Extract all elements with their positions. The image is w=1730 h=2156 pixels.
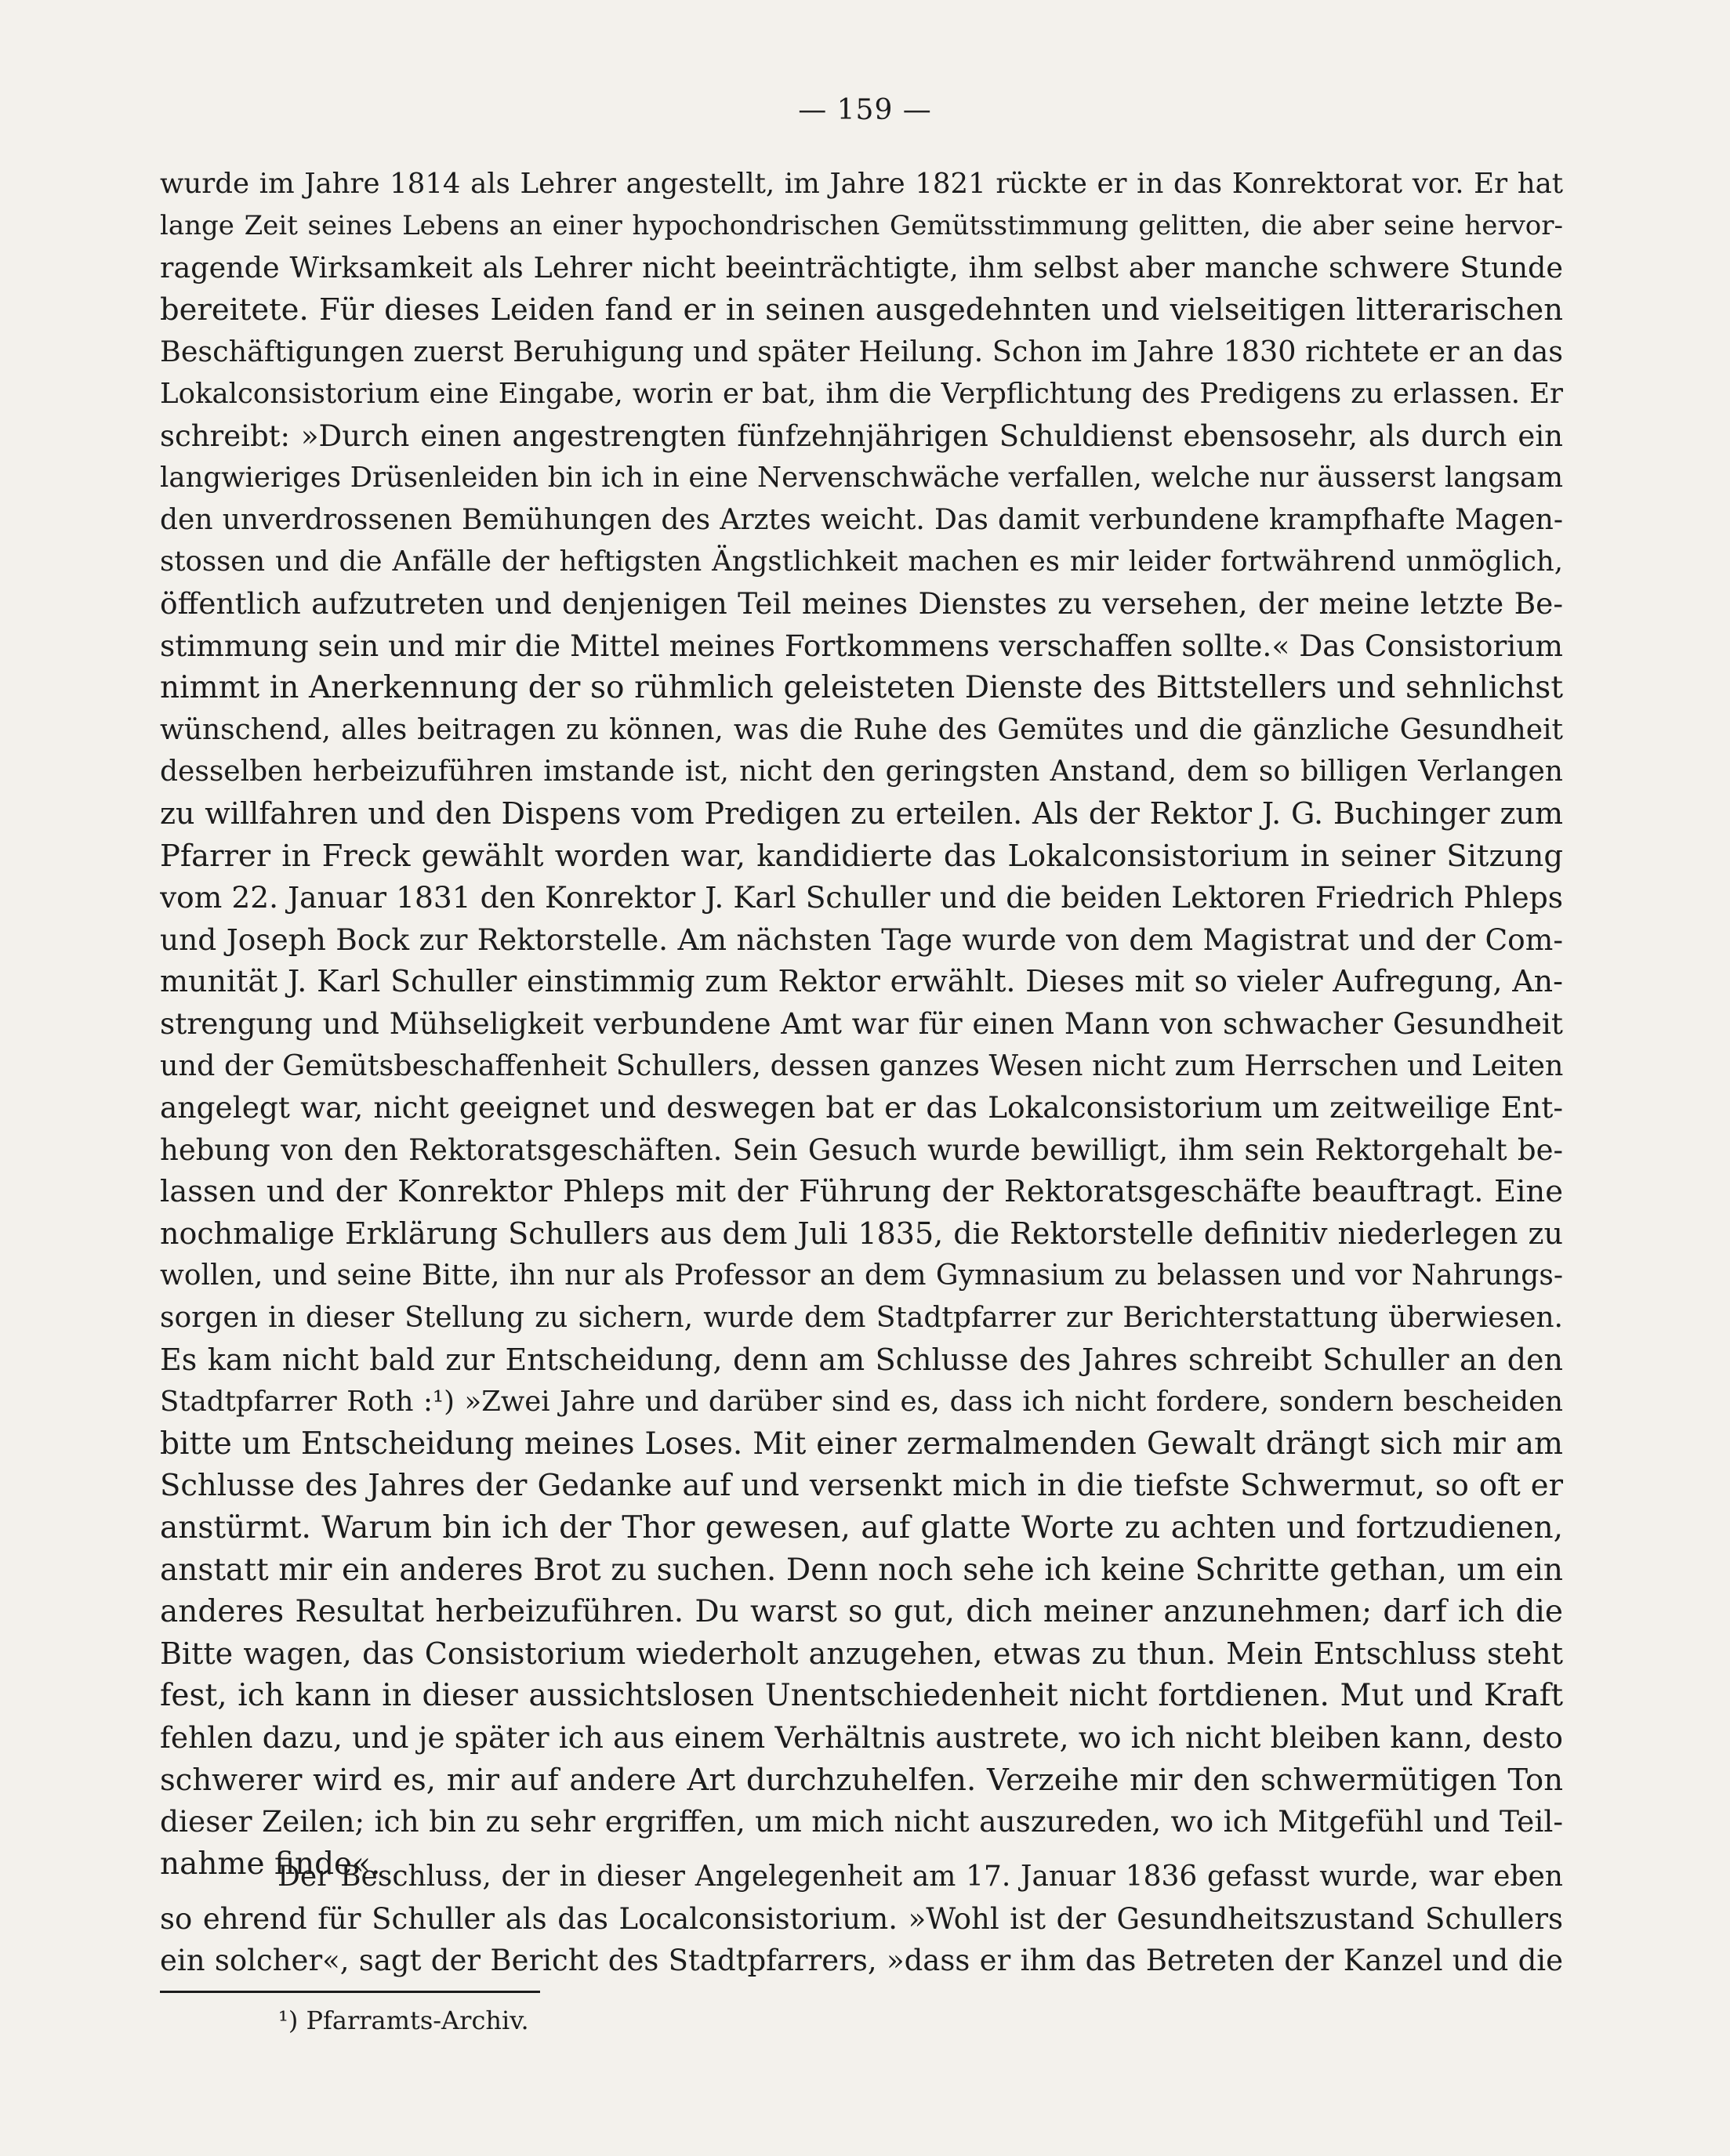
- text-line: wünschend, alles beitragen zu können, was die Ruhe des Gemütes und die gänzliche Gesundheit: [160, 713, 1563, 746]
- text-line: bereitete. Für dieses Leiden fand er in seinen ausgedehnten und vielseitigen litterarischen: [160, 292, 1563, 328]
- text-line: fehlen dazu, und je später ich aus einem Verhältnis austrete, wo ich nicht bleiben kann, desto: [160, 1719, 1563, 1755]
- text-line: den unverdrossenen Bemühungen des Arztes weicht. Das damit verbundene krampfhafte Magen-: [160, 503, 1563, 536]
- footnote-divider: [160, 1991, 540, 1993]
- text-line: schreibt: »Durch einen angestrengten fünfzehnjährigen Schuldienst ebensosehr, als durch ein: [160, 419, 1563, 453]
- page-number: — 159 —: [798, 94, 932, 126]
- footnote-text: Pfarramts-Archiv.: [306, 2006, 529, 2035]
- text-line: vom 22. Januar 1831 den Konrektor J. Karl Schuller und die beiden Lektoren Friedrich Phleps: [160, 880, 1563, 915]
- text-line: bitte um Entscheidung meines Loses. Mit einer zermalmenden Gewalt drängt sich mir am: [160, 1426, 1563, 1462]
- text-line: Schlusse des Jahres der Gedanke auf und versenkt mich in die tiefste Schwermut, so oft er: [160, 1468, 1563, 1504]
- text-line: stossen und die Anfälle der heftigsten Ängstlichkeit machen es mir leider fortwährend unmöglich,: [160, 545, 1563, 578]
- text-line: nimmt in Anerkennung der so rühmlich geleisteten Dienste des Bittstellers und sehnlichst: [160, 670, 1563, 706]
- text-line: nahme finde«.: [160, 1846, 381, 1882]
- text-line: ein solcher«, sagt der Bericht des Stadtpfarrers, »dass er ihm das Betreten der Kanzel und die: [160, 1944, 1563, 1978]
- text-line: Es kam nicht bald zur Entscheidung, denn am Schlusse des Jahres schreibt Schuller an den: [160, 1342, 1563, 1377]
- text-line: dieser Zeilen; ich bin zu sehr ergriffen, um mich nicht auszureden, wo ich Mitgefühl und Teil-: [160, 1804, 1563, 1839]
- text-line: lange Zeit seines Lebens an einer hypochondrischen Gemütsstimmung gelitten, die aber seine hervor-: [160, 209, 1563, 241]
- text-line: zu willfahren und den Dispens vom Predigen zu erteilen. Als der Rektor J. G. Buchinger zum: [160, 795, 1563, 831]
- text-line: stimmung sein und mir die Mittel meines Fortkommens verschaffen sollte.« Das Consistorium: [160, 628, 1563, 663]
- text-line: munität J. Karl Schuller einstimmig zum Rektor erwählt. Dieses mit so vieler Aufregung, An-: [160, 964, 1563, 999]
- text-line: wollen, und seine Bitte, ihn nur als Professor an dem Gymnasium zu belassen und vor Nahrungs-: [160, 1259, 1563, 1292]
- text-line: so ehrend für Schuller als das Localconsistorium. »Wohl ist der Gesundheitszustand Schullers: [160, 1901, 1563, 1936]
- text-line: anstürmt. Warum bin ich der Thor gewesen, auf glatte Worte zu achten und fortzudienen,: [160, 1510, 1563, 1545]
- footnote: [278, 2003, 529, 2038]
- text-line: anstatt mir ein anderes Brot zu suchen. Denn noch sehe ich keine Schritte gethan, um ein: [160, 1552, 1563, 1588]
- text-line: desselben herbeizuführen imstande ist, nicht den geringsten Anstand, dem so billigen Verlangen: [160, 756, 1563, 788]
- footnote-marker: ¹): [278, 2006, 299, 2035]
- paragraph-1: [160, 163, 1563, 1885]
- text-line: angelegt war, nicht geeignet und deswegen bat er das Lokalconsistorium um zeitweilige Ent-: [160, 1090, 1563, 1125]
- text-line: Pfarrer in Freck gewählt worden war, kandidierte das Lokalconsistorium in seiner Sitzung: [160, 838, 1563, 874]
- text-line: langwieriges Drüsenleiden bin ich in eine Nervenschwäche verfallen, welche nur äusserst langsam: [160, 462, 1563, 495]
- text-line: anderes Resultat herbeizuführen. Du warst so gut, dich meiner anzunehmen; darf ich die: [160, 1594, 1563, 1630]
- text-line: nochmalige Erklärung Schullers aus dem Juli 1835, die Rektorstelle definitiv niederlegen zu: [160, 1216, 1563, 1251]
- text-line: lassen und der Konrektor Phleps mit der Führung der Rektoratsgeschäfte beauftragt. Eine: [160, 1174, 1563, 1210]
- text-line: hebung von den Rektoratsgeschäften. Sein Gesuch wurde bewilligt, ihm sein Rektorgehalt be-: [160, 1132, 1563, 1167]
- text-line: Bitte wagen, das Consistorium wiederholt anzugehen, etwas zu thun. Mein Entschluss steht: [160, 1636, 1563, 1671]
- text-line: und Joseph Bock zur Rektorstelle. Am nächsten Tage wurde von dem Magistrat und der Com-: [160, 922, 1563, 957]
- text-line: sorgen in dieser Stellung zu sichern, wurde dem Stadtpfarrer zur Berichterstattung überwiesen.: [160, 1302, 1563, 1335]
- text-line: strengung und Mühseligkeit verbundene Amt war für einen Mann von schwacher Gesundheit: [160, 1006, 1563, 1041]
- text-line: Beschäftigungen zuerst Beruhigung und später Heilung. Schon im Jahre 1830 richtete er an das: [160, 335, 1563, 369]
- text-line: Lokalconsistorium eine Eingabe, worin er bat, ihm die Verpflichtung des Predigens zu erlassen. Er: [160, 377, 1563, 410]
- text-line: Stadtpfarrer Roth :¹) »Zwei Jahre und darüber sind es, dass ich nicht fordere, sondern bescheiden: [160, 1386, 1563, 1419]
- text-line: fest, ich kann in dieser aussichtslosen Unentschiedenheit nicht fortdienen. Mut und Kraft: [160, 1678, 1563, 1714]
- text-line: und der Gemütsbeschaffenheit Schullers, dessen ganzes Wesen nicht zum Herrschen und Leiten: [160, 1049, 1563, 1083]
- text-line: wurde im Jahre 1814 als Lehrer angestellt, im Jahre 1821 rückte er in das Konrektorat vor. Er hat: [160, 168, 1563, 200]
- text-line: ragende Wirksamkeit als Lehrer nicht beeinträchtigte, ihm selbst aber manche schwere Stunde: [160, 251, 1563, 285]
- paragraph-2: [160, 1856, 1563, 1982]
- text-line: schwerer wird es, mir auf andere Art durchzuhelfen. Verzeihe mir den schwermütigen Ton: [160, 1762, 1563, 1798]
- text-line: Der Beschluss, der in dieser Angelegenheit am 17. Januar 1836 gefasst wurde, war eben: [277, 1861, 1563, 1893]
- text-line: öffentlich aufzutreten und denjenigen Teil meines Dienstes zu versehen, der meine letzte Be-: [160, 585, 1563, 621]
